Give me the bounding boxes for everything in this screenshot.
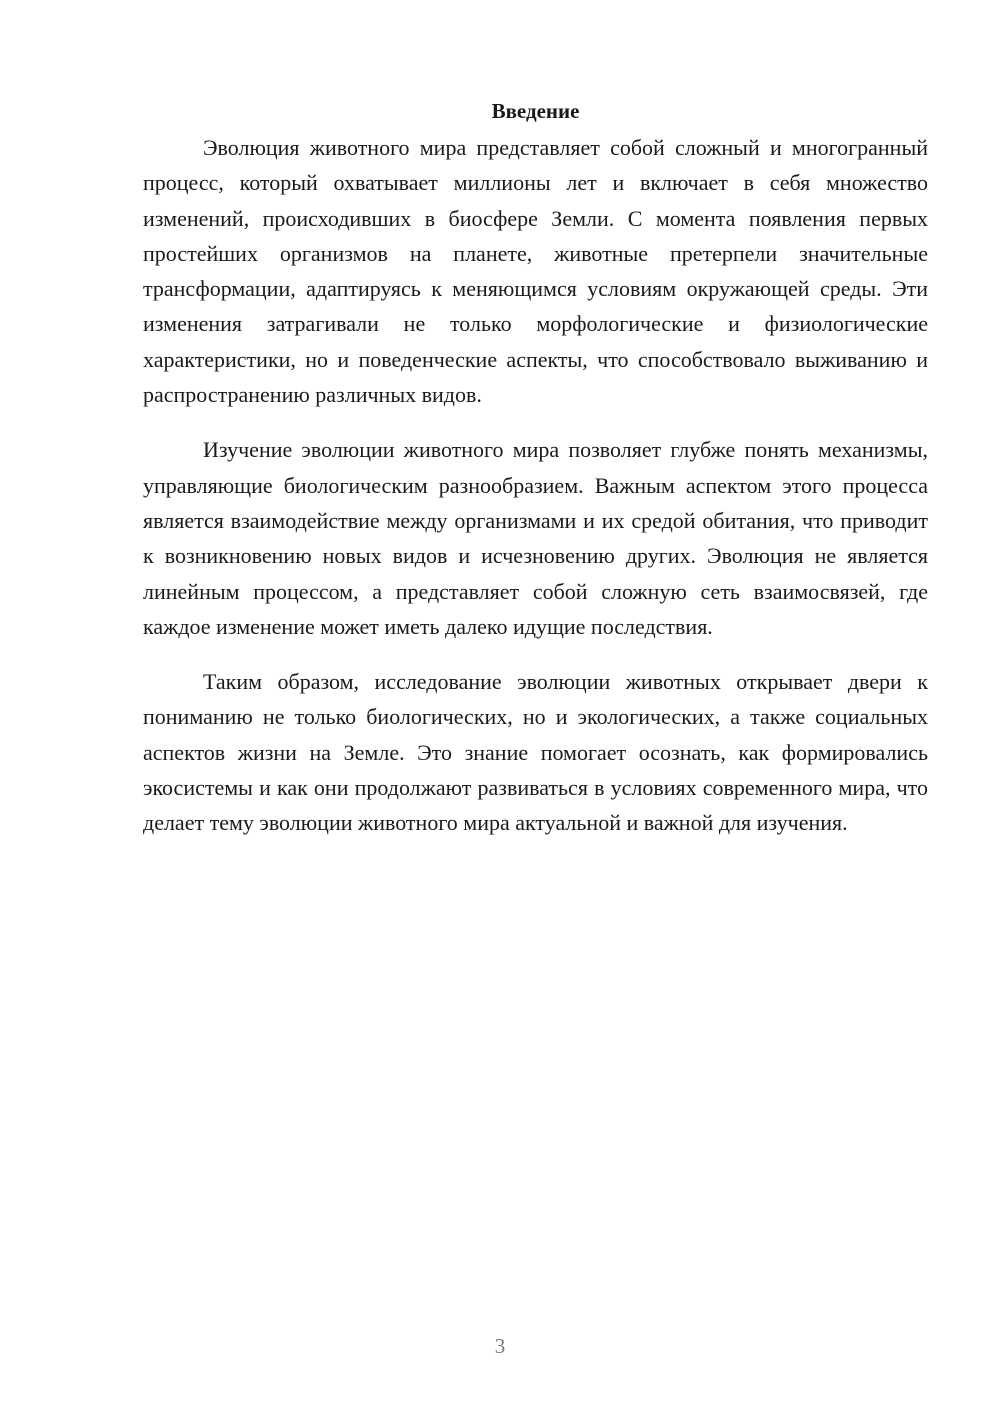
paragraph-3: Таким образом, исследование эволюции животных открывает двери к пониманию не только биологических, но и экологических, а также социальных аспектов жизни на Земле. Это знание помогает осознать, как формировались экосистемы и как они продолжают развиваться в условиях современного мира, что делает тему эволюции животного мира актуальной и важной для изучения. [143,669,928,836]
page-number: 3 [494,1334,506,1358]
paragraph-2: Изучение эволюции животного мира позволяет глубже понять механизмы, управляющие биологическим разнообразием. Важным аспектом этого процесса является взаимодействие между организмами и их средой обитания, что приводит к возникновению новых видов и исчезновению других. Эволюция не является линейным процессом, а представляет собой сложную сеть взаимосвязей, где каждое изменение может иметь далеко идущие последствия. [143,437,928,639]
page-content [143,96,928,861]
paragraph-1: Эволюция животного мира представляет собой сложный и многогранный процесс, который охватывает миллионы лет и включает в себя множество изменений, происходивших в биосфере Земли. С момента появления первых простейших организмов на планете, животные претерпели значительные трансформации, адаптируясь к меняющимся условиям окружающей среды. Эти изменения затрагивали не только морфологические и физиологические характеристики, но и поведенческие аспекты, что способствовало выживанию и распространению различных видов. [143,135,928,408]
section-heading: Введение [491,99,580,123]
